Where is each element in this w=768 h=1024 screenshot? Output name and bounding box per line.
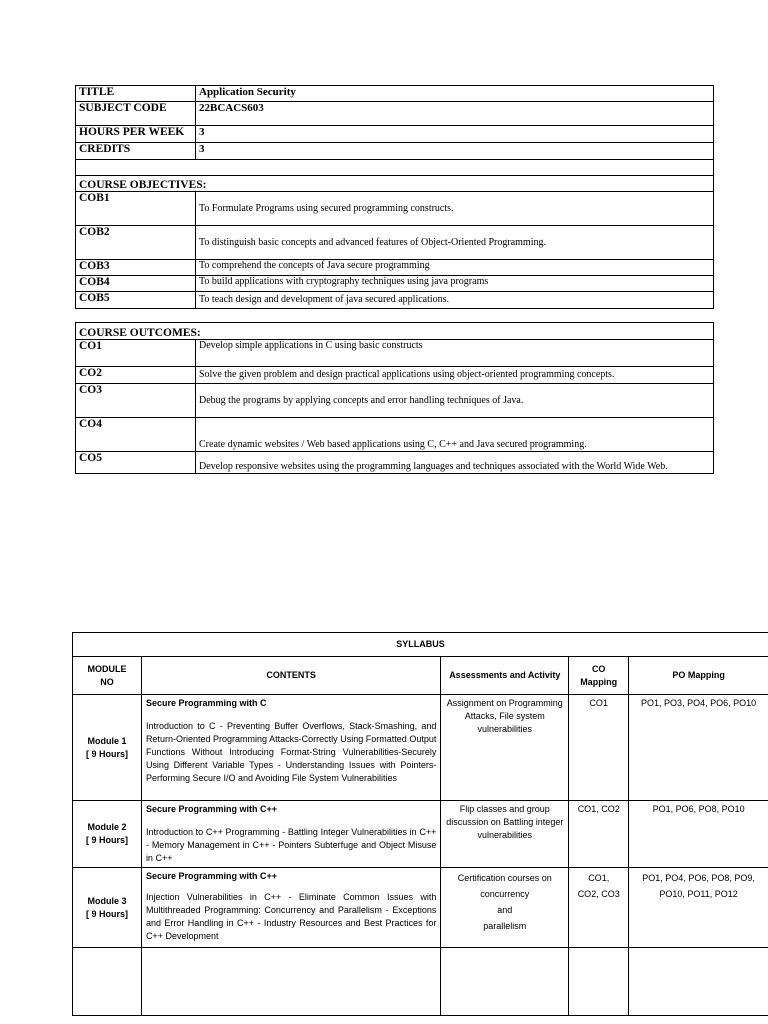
module-hours: [ 9 Hours] — [85, 748, 128, 759]
module-header-line1: MODULE — [87, 663, 127, 674]
module-assessment — [441, 868, 569, 948]
objective-text: To teach design and development of java secured applications. — [196, 292, 714, 309]
module-contents — [141, 695, 440, 801]
outcome-text: Create dynamic websites / Web based applications using C, C++ and Java secured programming. — [196, 418, 714, 452]
outcome-text: Develop responsive websites using the programming languages and techniques associated with the World Wide Web. — [196, 452, 714, 474]
module-hours: [ 9 Hours] — [85, 908, 128, 919]
module-content: Injection Vulnerabilities in C++ - Eliminate Common Issues with Multithreaded Programming: Concurrency and Parallelism - Exceptions and Error Handling in C++ - Industry Resources and Best Practices for C++ Development — [145, 892, 437, 941]
assessment-line: parallelism — [483, 921, 527, 931]
syllabus-table — [72, 632, 768, 1016]
module-po: PO1, PO6, PO8, PO10 — [629, 801, 768, 868]
objective-code: COB4 — [76, 276, 196, 292]
assessment-line: concurrency — [480, 889, 530, 899]
outcome-code: CO1 — [76, 340, 196, 367]
course-info-table — [75, 85, 714, 309]
title-label: TITLE — [76, 86, 196, 102]
co-header-line2: Mapping — [580, 676, 618, 687]
spacer-row — [76, 160, 714, 176]
objective-code: COB5 — [76, 292, 196, 309]
credits-label: CREDITS — [76, 143, 196, 160]
module-name: Module 1 — [87, 735, 127, 746]
objective-text: To comprehend the concepts of Java secure programming — [196, 260, 714, 276]
module-co: CO1 — [569, 695, 629, 801]
module-row — [73, 801, 768, 868]
outcomes-heading: COURSE OUTCOMES: — [76, 323, 714, 340]
contents-header: CONTENTS — [141, 657, 440, 695]
hours-label: HOURS PER WEEK — [76, 126, 196, 143]
objective-code: COB1 — [76, 192, 196, 226]
module-name: Module 3 — [87, 895, 127, 906]
outcome-code: CO5 — [76, 452, 196, 474]
outcome-code: CO2 — [76, 367, 196, 384]
module-po: PO1, PO3, PO4, PO6, PO10 — [629, 695, 768, 801]
subject-code-label: SUBJECT CODE — [76, 102, 196, 126]
module-name-cell — [73, 868, 142, 948]
objective-code: COB2 — [76, 226, 196, 260]
module-name-cell — [73, 695, 142, 801]
outcome-code: CO3 — [76, 384, 196, 418]
syllabus-heading: SYLLABUS — [73, 633, 768, 657]
outcome-text: Develop simple applications in C using basic constructs — [196, 340, 714, 367]
objectives-heading: COURSE OBJECTIVES: — [76, 176, 714, 192]
hours-value: 3 — [196, 126, 714, 143]
module-title: Secure Programming with C++ — [145, 804, 277, 814]
co-line: CO1, — [588, 873, 610, 883]
outcome-code: CO4 — [76, 418, 196, 452]
credits-value: 3 — [196, 143, 714, 160]
module-po: PO1, PO4, PO6, PO8, PO9, PO10, PO11, PO12 — [629, 868, 768, 948]
objective-text: To Formulate Programs using secured programming constructs. — [196, 192, 714, 226]
outcome-text: Solve the given problem and design practical applications using object-oriented programming concepts. — [196, 367, 714, 384]
assessment-line: Certification courses on — [457, 873, 552, 883]
course-outcomes-table — [75, 322, 714, 474]
module-header — [73, 657, 142, 695]
title-value: Application Security — [196, 86, 714, 102]
assessments-header: Assessments and Activity — [441, 657, 569, 695]
module-assessment: Flip classes and group discussion on Battling integer vulnerabilities — [441, 801, 569, 868]
module-header-line2: NO — [100, 676, 114, 687]
assessment-line: and — [497, 905, 513, 915]
module-contents — [141, 801, 440, 868]
module-co: CO1, CO2 — [569, 801, 629, 868]
co-line: CO2, CO3 — [577, 889, 620, 899]
module-co — [569, 868, 629, 948]
module-contents — [141, 868, 440, 948]
module-assessment: Assignment on Programming Attacks, File system vulnerabilities — [441, 695, 569, 801]
objective-text: To build applications with cryptography techniques using java programs — [196, 276, 714, 292]
module-row — [73, 695, 768, 801]
empty-row — [73, 948, 768, 1016]
module-content: Introduction to C++ Programming - Battling Integer Vulnerabilities in C++ - Memory Management in C++ - Pointers Subterfuge and Object Misuse in C++ — [145, 827, 437, 863]
co-header — [569, 657, 629, 695]
module-row — [73, 868, 768, 948]
po-header: PO Mapping — [629, 657, 768, 695]
module-content: Introduction to C - Preventing Buffer Overflows, Stack-Smashing, and Return-Oriented Programming Attacks-Correctly Using Formatted Output Functions Without Introducing Format-String Vulnerabilities-Securely Using Different Variable Types - Understanding Issues with Pointers-Performing Secure I/O and Avoiding File System Vulnerabilities — [145, 721, 437, 783]
module-title: Secure Programming with C — [145, 698, 267, 708]
co-header-line1: CO — [591, 663, 606, 674]
objective-text: To distinguish basic concepts and advanced features of Object-Oriented Programming. — [196, 226, 714, 260]
module-name: Module 2 — [87, 822, 127, 832]
module-name-cell — [73, 801, 142, 868]
module-hours: [ 9 Hours] — [85, 835, 128, 845]
subject-code-value: 22BCACS603 — [196, 102, 714, 126]
objective-code: COB3 — [76, 260, 196, 276]
module-title: Secure Programming with C++ — [145, 871, 277, 881]
outcome-text: Debug the programs by applying concepts and error handling techniques of Java. — [196, 384, 714, 418]
